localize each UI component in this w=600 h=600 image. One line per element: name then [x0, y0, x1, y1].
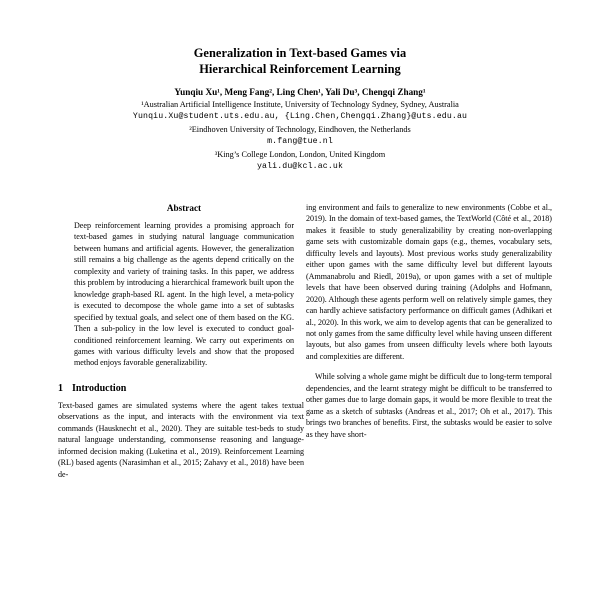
intro-paragraph-1: Text-based games are simulated systems where the agent takes textual observations as the input, and interacts with the environment via text commands (Hausknecht et al., 2020). They are suitable test-beds to study natural language understanding, commonsense reasoning and language-informed decision making (Luketina et al., 2019). Reinforcement Learning (RL) based agents (Narasimhan et al., 2015; Zahavy et al., 2018) have been de-	[58, 400, 304, 479]
title-line-1: Generalization in Text-based Games via	[193, 46, 407, 60]
page-title	[100, 46, 500, 77]
abstract-text: Deep reinforcement learning provides a promising approach for text-based games in studying natural language communication between humans and artificial agents. However, the generalization still remains a big challenge as the agents depend critically on the complexity and variety of training tasks. In this paper, we address this problem by introducing a hierarchical framework built upon the knowledge graph-based RL agent. In the high level, a meta-policy is executed to decompose the whole game into a set of subtasks specified by textual goals, and select one of them based on the KG. Then a sub-policy in the low level is executed to conduct goal-conditioned reinforcement learning. We carry out experiments on games with various difficulty levels and show that the proposed method enjoys favorable generalizability.	[74, 221, 294, 368]
affiliation-2: ²Eindhoven University of Technology, Eindhoven, the Netherlands	[189, 124, 411, 134]
column-right	[306, 202, 552, 600]
section-heading-introduction	[58, 382, 304, 395]
column-left	[58, 202, 304, 600]
email-line-1: Yunqiu.Xu@student.uts.edu.au, {Ling.Chen,Chengqi.Zhang}@uts.edu.au	[132, 112, 468, 122]
email-line-2: m.fang@tue.nl	[267, 137, 333, 147]
title-block	[0, 0, 600, 173]
affiliation-1: ¹Australian Artificial Intelligence Institute, University of Technology Sydney, Sydney, Australia	[141, 100, 459, 109]
abstract-heading: Abstract	[166, 203, 202, 213]
section-title: Introduction	[72, 382, 127, 394]
email-line-3: yali.du@kcl.ac.uk	[256, 162, 344, 172]
author-list: Yunqiu Xu¹, Meng Fang², Ling Chen¹, Yali Du³, Chengqi Zhang¹	[174, 87, 426, 97]
title-line-2: Hierarchical Reinforcement Learning	[199, 61, 401, 76]
right-paragraph-1: ing environment and fails to generalize to new environments (Cobbe et al., 2019). In the domain of text-based games, the TextWorld (Côté et al., 2018) makes it feasible to study generalizability by creating non-overlapping game sets with customizable domain gaps (e.g., themes, vocabulary sets, difficulty levels and layouts). Most previous works study generalizability either upon games with the same difficulty level but different layouts (Ammanabrolu and Riedl, 2019a), or upon games with a set of multiple levels that have been observed during training (Adolphs and Hofmann, 2020). Although these agents perform well on relatively simple games, they can hardly achieve satisfactory performance on difficult games (Adhikari et al., 2020). In this work, we aim to develop agents that can be generalized to not only games from the same difficulty level while having unseen different layouts, but also games from unseen difficulty levels where both layouts and complexities are different.	[306, 203, 552, 361]
affiliation-3: ³King’s College London, London, United Kingdom	[214, 149, 386, 159]
two-column-body	[0, 202, 600, 600]
abstract-section	[74, 202, 294, 369]
section-number: 1	[58, 382, 63, 394]
right-paragraph-2: While solving a whole game might be difficult due to long-term temporal dependencies, and the learnt strategy might be difficult to be transferred to other games due to large domain gaps, it would be more flexible to treat the game as a sketch of subtasks (Andreas et al., 2017; Oh et al., 2017). This brings two branches of benefits. First, the subtasks would be easier to solve as they have short-	[306, 372, 552, 439]
